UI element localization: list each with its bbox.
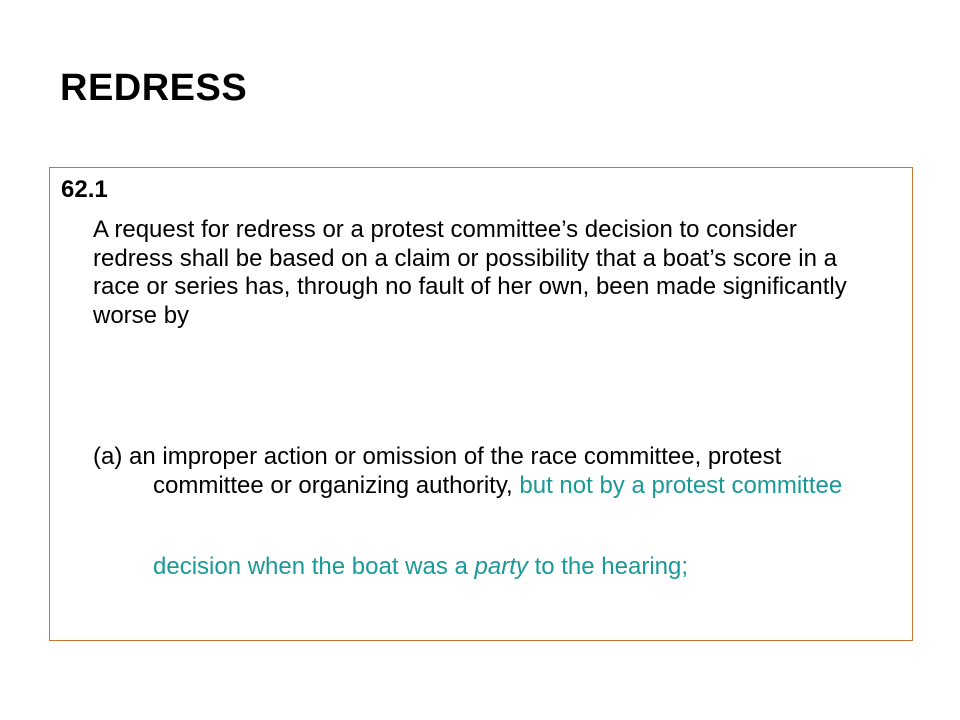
clause-a-continuation xyxy=(153,553,883,582)
rule-content-box xyxy=(49,167,913,641)
defined-term-party: party xyxy=(474,553,528,580)
slide-title: REDRESS xyxy=(60,67,248,109)
clause-a-highlight: but not by a protest committee xyxy=(512,471,843,499)
clause-a-text: (a) an improper action or omission of the race committee, protest committee or organizing authority, xyxy=(93,443,782,499)
clause-a-cont-after: to the hearing; xyxy=(527,553,689,580)
rule-intro-paragraph: A request for redress or a protest committee’s decision to consider redress shall be based on a claim or possibility that a boat’s score in a race or series has, through no fault of her own, been made significantly worse by xyxy=(93,216,847,329)
rule-number: 62.1 xyxy=(61,176,108,203)
clause-a-cont-before: decision when the boat was a xyxy=(153,553,475,580)
clause-a xyxy=(93,443,883,500)
